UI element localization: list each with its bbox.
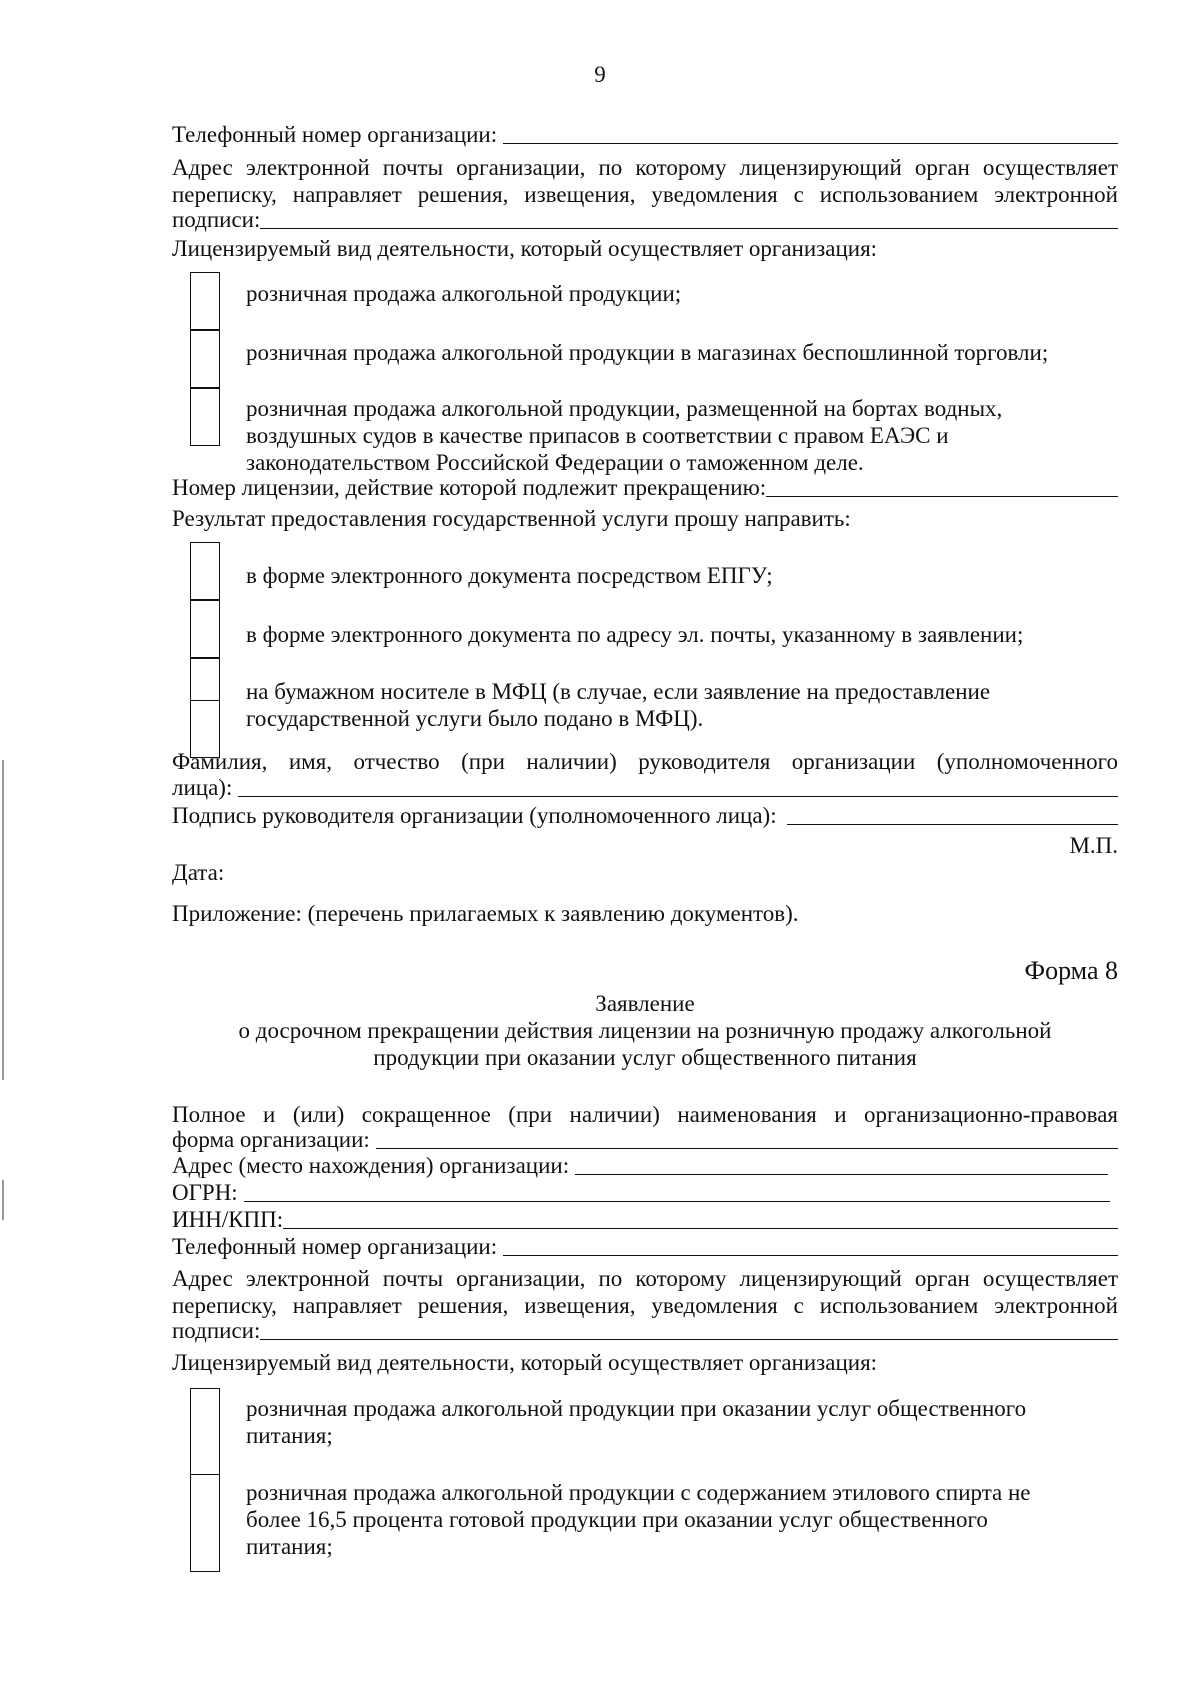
form8-activity-option-1-line1: розничная продажа алкогольной продукции при оказании услуг общественного [246, 1396, 1027, 1421]
ogrn-label: ОГРН: [172, 1180, 238, 1205]
signature-label: Подпись руководителя организации (уполномоченного лица): [172, 803, 777, 828]
checkbox-result-2[interactable] [190, 600, 220, 658]
checkbox-form8-activity-2[interactable] [190, 1474, 220, 1572]
scan-edge-mark [2, 1180, 4, 1220]
form8-activity-option-1-line2: питания; [246, 1423, 333, 1448]
inn-kpp-line[interactable] [283, 1228, 1118, 1229]
seal-mark: М.П. [1069, 833, 1118, 858]
activity-option-3-line1: розничная продажа алкогольной продукции, размещенной на бортах водных, [246, 396, 1003, 421]
checkbox-result-1[interactable] [190, 542, 220, 600]
license-number-label: Номер лицензии, действие которой подлежит прекращению: [172, 475, 767, 500]
ogrn-field[interactable] [172, 1180, 1118, 1206]
result-label: Результат предоставления государственной услуги прошу направить: [172, 506, 851, 531]
name-text-line1: Полное и (или) сокращенное (при наличии) наименования и организационно-правовая [172, 1102, 1118, 1127]
form8-email-label: подписи: [172, 1318, 261, 1343]
form8-email-text-line2: переписку, направляет решения, извещения, уведомления с использованием электронной [172, 1293, 1118, 1318]
form8-email-line[interactable] [260, 1339, 1118, 1340]
form-number: Форма 8 [1024, 956, 1118, 985]
ogrn-line[interactable] [244, 1201, 1110, 1202]
checkbox-activity-2[interactable] [190, 330, 220, 388]
form8-email-field[interactable] [172, 1318, 1118, 1344]
form8-activity-label: Лицензируемый вид деятельности, который осуществляет организация: [172, 1350, 878, 1375]
activity-label: Лицензируемый вид деятельности, который осуществляет организация: [172, 236, 878, 261]
address-line[interactable] [575, 1174, 1108, 1175]
result-option-1: в форме электронного документа посредством ЕПГУ; [246, 563, 773, 588]
fio-field[interactable] [172, 775, 1118, 801]
fio-text-line1: Фамилия, имя, отчество (при наличии) руководителя организации (уполномоченного [172, 749, 1118, 774]
form8-phone-line[interactable] [503, 1255, 1118, 1256]
email-text-line2: переписку, направляет решения, извещения, уведомления с использованием электронной [172, 182, 1118, 207]
email-label: подписи: [172, 207, 261, 232]
email-text-line1: Адрес электронной почты организации, по которому лицензирующий орган осуществляет [172, 155, 1118, 180]
form8-phone-label: Телефонный номер организации: [172, 1234, 498, 1259]
activity-option-2: розничная продажа алкогольной продукции в магазинах беспошлинной торговли; [246, 340, 1049, 365]
phone-field[interactable] [172, 122, 1118, 148]
result-option-3-line1: на бумажном носителе в МФЦ (в случае, если заявление на предоставление [246, 679, 991, 704]
form-subtitle-line2: продукции при оказании услуг общественного питания [373, 1045, 917, 1070]
page-number: 9 [594, 62, 606, 87]
checkbox-activity-3[interactable] [190, 388, 220, 446]
inn-kpp-field[interactable] [172, 1207, 1118, 1233]
activity-option-1: розничная продажа алкогольной продукции; [246, 281, 682, 306]
license-number-field[interactable] [172, 475, 1118, 501]
attachment-text: Приложение: (перечень прилагаемых к заявлению документов). [172, 901, 799, 926]
activity-option-3-line2: воздушных судов в качестве припасов в соответствии с правом ЕАЭС и [246, 423, 949, 448]
org-form-field[interactable] [172, 1127, 1118, 1153]
form8-email-text-line1: Адрес электронной почты организации, по которому лицензирующий орган осуществляет [172, 1266, 1118, 1291]
signature-field[interactable] [172, 803, 1118, 829]
email-field[interactable] [172, 207, 1118, 233]
fio-label: лица): [172, 775, 233, 800]
result-option-3-line2: государственной услуги было подано в МФЦ). [246, 706, 704, 731]
phone-line[interactable] [503, 143, 1118, 144]
org-form-label: форма организации: [172, 1127, 370, 1152]
phone-label: Телефонный номер организации: [172, 122, 498, 147]
address-field[interactable] [172, 1153, 1118, 1179]
date-label: Дата: [172, 860, 225, 885]
checkbox-form8-activity-1[interactable] [190, 1388, 220, 1476]
form8-activity-option-2-line1: розничная продажа алкогольной продукции с содержанием этилового спирта не [246, 1480, 1031, 1505]
inn-kpp-label: ИНН/КПП: [172, 1207, 284, 1232]
form8-activity-option-2-line2: более 16,5 процента готовой продукции при оказании услуг общественного [246, 1507, 988, 1532]
scan-edge-mark [2, 760, 4, 1080]
activity-option-3-line3: законодательством Российской Федерации о таможенном деле. [246, 450, 864, 475]
form8-phone-field[interactable] [172, 1234, 1118, 1260]
form-title: Заявление [595, 991, 695, 1016]
signature-line[interactable] [787, 824, 1118, 825]
result-option-2: в форме электронного документа по адресу эл. почты, указанному в заявлении; [246, 622, 1024, 647]
form-subtitle-line1: о досрочном прекращении действия лицензии на розничную продажу алкогольной [238, 1018, 1052, 1043]
email-line[interactable] [260, 228, 1118, 229]
fio-line[interactable] [238, 796, 1118, 797]
address-label: Адрес (место нахождения) организации: [172, 1153, 570, 1178]
form8-activity-option-2-line3: питания; [246, 1534, 333, 1559]
checkbox-activity-1[interactable] [190, 272, 220, 330]
license-number-line[interactable] [766, 496, 1118, 497]
org-form-line[interactable] [376, 1148, 1118, 1149]
